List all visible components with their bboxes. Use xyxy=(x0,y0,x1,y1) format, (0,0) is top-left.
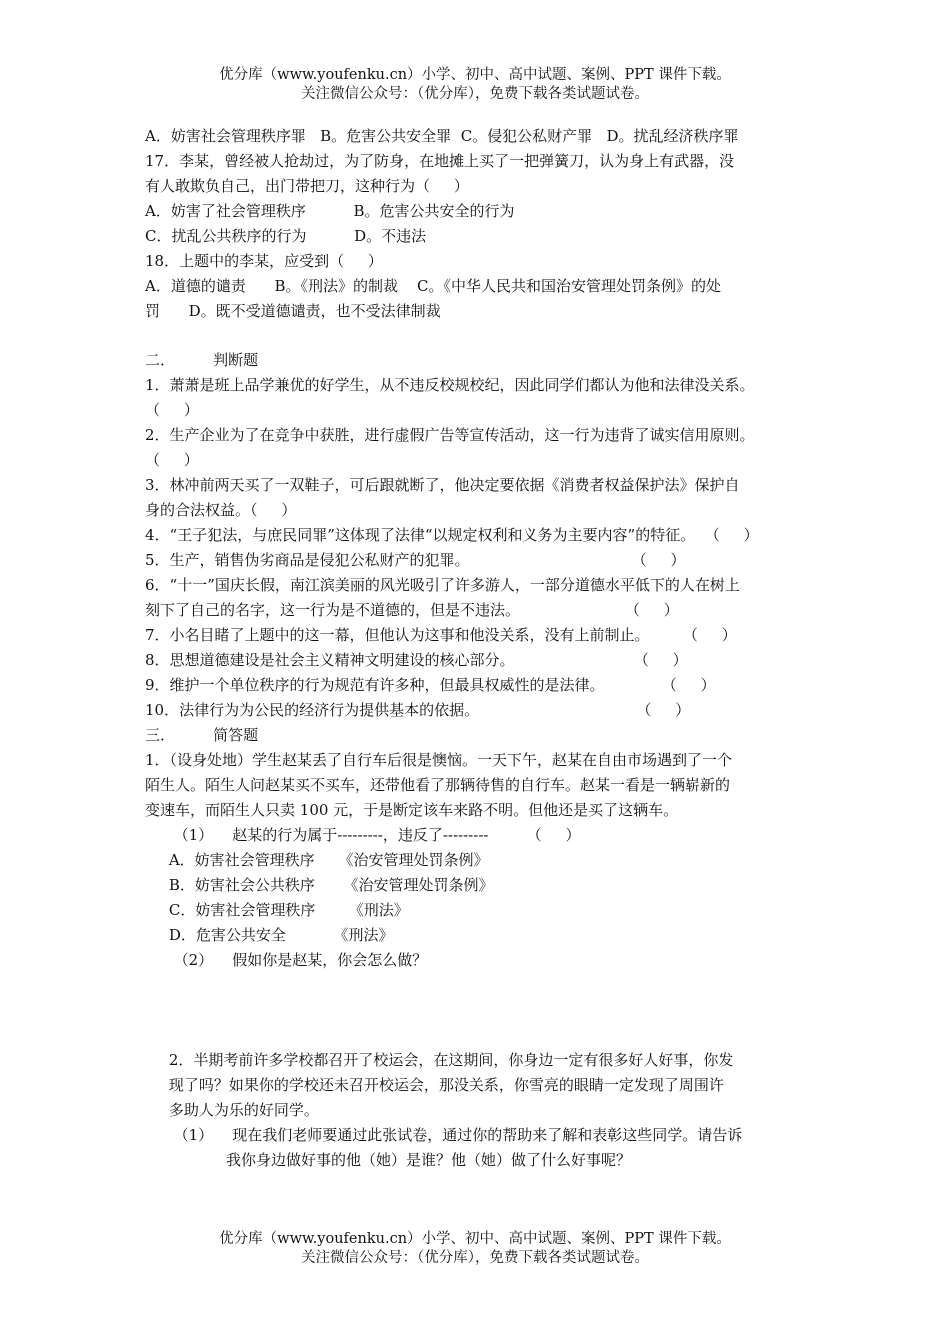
footer-line-1: 优分库（www.youfenku.cn）小学、初中、高中试题、案例、PPT 课件下载。 xyxy=(219,1231,731,1247)
text-line: （2） 假如你是赵某，你会怎么做？ xyxy=(145,951,428,969)
text-line: 6．“十一”国庆长假，南江滨美丽的风光吸引了许多游人，一部分道德水平低下的人在树上 xyxy=(145,576,740,594)
footer-line-2: 关注微信公众号：（优分库），免费下载各类试题试卷。 xyxy=(301,1250,649,1266)
text-line: 我你身边做好事的他（她）是谁？他（她）做了什么好事呢？ xyxy=(145,1151,632,1169)
text-line: A．妨害了社会管理秩序 B。危害公共安全的行为 xyxy=(145,202,515,220)
text-line: 2．半期考前许多学校都召开了校运会，在这期间，你身边一定有很多好人好事，你发 xyxy=(145,1051,734,1069)
header-line-1: 优分库（www.youfenku.cn）小学、初中、高中试题、案例、PPT 课件下载。 xyxy=(219,67,731,83)
text-line: 2．生产企业为了在竞争中获胜，进行虚假广告等宣传活动，这一行为违背了诚实信用原则。 xyxy=(145,426,755,444)
text-line: C．扰乱公共秩序的行为 D。不违法 xyxy=(145,227,427,245)
text-line: 1．萧萧是班上品学兼优的好学生，从不违反校规校纪，因此同学们都认为他和法律没关系。 xyxy=(145,376,755,394)
text-line: D．危害公共安全 《刑法》 xyxy=(145,926,394,944)
text-line: 8．思想道德建设是社会主义精神文明建设的核心部分。 （ ） xyxy=(145,651,688,669)
text-line: A．妨害社会管理秩序罪 B。危害公共安全罪 C。侵犯公私财产罪 D。扰乱经济秩序罪 xyxy=(145,127,739,145)
text-line: （1） 赵某的行为属于---------，违反了--------- （ ） xyxy=(145,826,581,844)
text-line: 4．“王子犯法，与庶民同罪”这体现了法律“以规定权利和义务为主要内容”的特征。 （ ） xyxy=(145,526,759,544)
text-line: 有人敢欺负自己，出门带把刀，这种行为（ ） xyxy=(145,177,469,195)
section-heading: 二． 判断题 xyxy=(145,351,259,369)
text-line: 17．李某，曾经被人抢劫过，为了防身，在地摊上买了一把弹簧刀，认为身上有武器，没 xyxy=(145,152,735,170)
text-line: 罚 D。既不受道德谴责，也不受法律制裁 xyxy=(145,302,441,320)
text-line: 9．维护一个单位秩序的行为规范有许多种，但最具权威性的是法律。 （ ） xyxy=(145,676,716,694)
section-heading: 三． 简答题 xyxy=(145,726,259,744)
text-line: A．道德的谴责 B。《刑法》的制裁 C。《中华人民共和国治安管理处罚条例》的处 xyxy=(145,277,722,295)
text-line: 5．生产，销售伪劣商品是侵犯公私财产的犯罪。 （ ） xyxy=(145,551,686,569)
header-line-2: 关注微信公众号：（优分库），免费下载各类试题试卷。 xyxy=(301,86,649,102)
page-footer xyxy=(0,1230,950,1268)
page-header xyxy=(0,66,950,104)
text-line: C．妨害社会管理秩序 《刑法》 xyxy=(145,901,409,919)
text-line: 现了吗？如果你的学校还未召开校运会，那没关系，你雪亮的眼睛一定发现了周围许 xyxy=(145,1076,724,1094)
text-line: A．妨害社会管理秩序 《治安管理处罚条例》 xyxy=(145,851,489,869)
text-line: 10．法律行为为公民的经济行为提供基本的依据。 （ ） xyxy=(145,701,691,719)
text-line: B．妨害社会公共秩序 《治安管理处罚条例》 xyxy=(145,876,494,894)
text-line: 变速车，而陌生人只卖 100 元，于是断定该车来路不明。但他还是买了这辆车。 xyxy=(145,801,679,819)
text-line: （1） 现在我们老师要通过此张试卷，通过你的帮助来了解和表彰这些同学。请告诉 xyxy=(145,1126,743,1144)
text-line: （ ） xyxy=(145,401,199,419)
text-line: 7．小名目睹了上题中的这一幕，但他认为这事和他没关系，没有上前制止。 （ ） xyxy=(145,626,737,644)
text-line: （ ） xyxy=(145,451,199,469)
text-line: 刻下了自己的名字，这一行为是不道德的，但是不违法。 （ ） xyxy=(145,601,679,619)
text-line: 1．（设身处地）学生赵某丢了自行车后很是懊恼。一天下午，赵某在自由市场遇到了一个 xyxy=(145,751,733,769)
text-line: 多助人为乐的好同学。 xyxy=(145,1101,319,1119)
text-line: 陌生人。陌生人问赵某买不买车，还带他看了那辆待售的自行车。赵某一看是一辆崭新的 xyxy=(145,776,731,794)
text-line: 3．林冲前两天买了一双鞋子，可后跟就断了，他决定要依据《消费者权益保护法》保护自 xyxy=(145,476,740,494)
text-line: 18．上题中的李某，应受到（ ） xyxy=(145,252,383,270)
text-line: 身的合法权益。（ ） xyxy=(145,501,297,519)
